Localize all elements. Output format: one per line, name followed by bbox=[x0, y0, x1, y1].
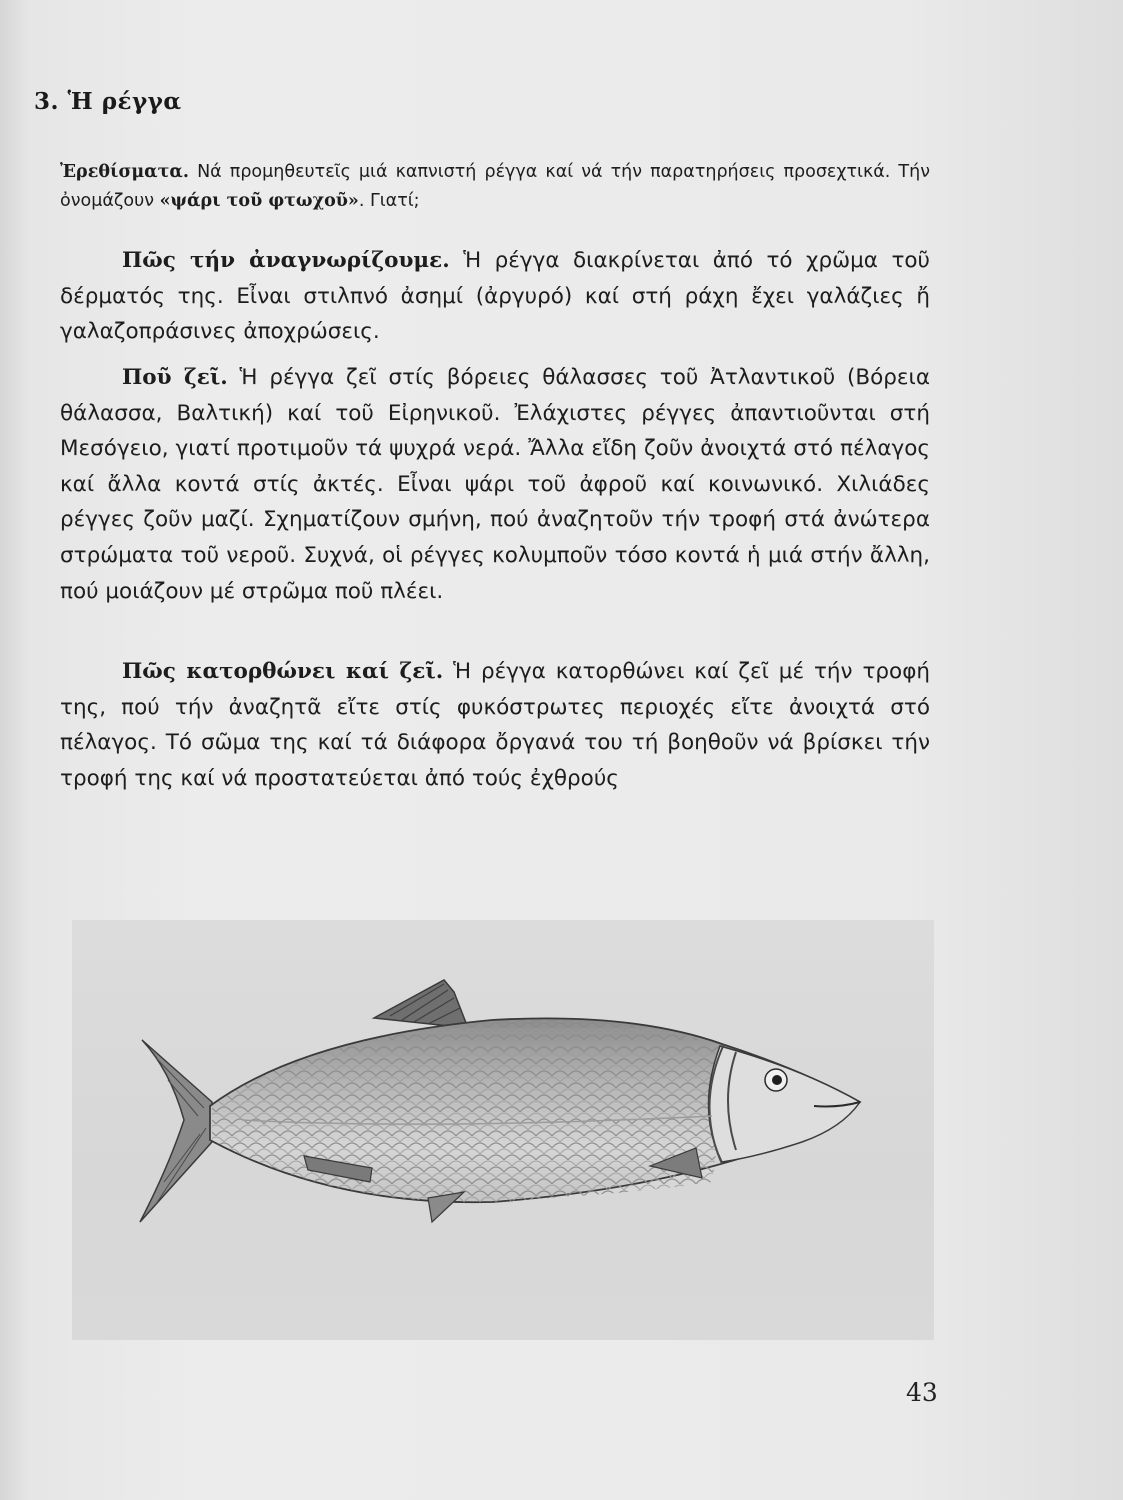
paragraph-text: Ἡ ρέγγα διακρίνεται ἀπό τό χρῶμα τοῦ δέρματός της. Εἶναι στιλπνό ἀσημί (ἀργυρό) καί στή ράχη ἔχει γαλάζιες ἤ γαλαζοπράσινες ἀποχρώσεις. bbox=[60, 248, 930, 345]
prompt-paragraph bbox=[60, 158, 930, 216]
prompt-lead: Ἐρεθίσματα. bbox=[60, 162, 189, 182]
paragraph-lead: Ποῦ ζεῖ. bbox=[122, 365, 228, 390]
prompt-quote: «ψάρι τοῦ φτωχοῦ» bbox=[159, 191, 359, 211]
pelvic-fin bbox=[428, 1192, 464, 1222]
paragraph-recognition bbox=[60, 243, 930, 350]
herring-illustration bbox=[72, 920, 934, 1340]
prompt-question: . Γιατί; bbox=[358, 191, 420, 211]
paragraph-text: Ἡ ρέγγα ζεῖ στίς βόρειες θάλασσες τοῦ Ἀτλαντικοῦ (Βόρεια θάλασσα, Βαλτική) καί τοῦ Εἰρηνικοῦ. Ἐλάχιστες ρέγγες ἀπαντιοῦνται στή Μεσόγειο, γιατί προτιμοῦν τά ψυχρά νερά. Ἄλλα εἴδη ζοῦν ἀνοιχτά στό πέλαγος καί ἄλλα κοντά στίς ἀκτές. Εἶναι ψάρι τοῦ ἀφροῦ καί κοινωνικό. Χιλιάδες ρέγγες ζοῦν μαζί. Σχηματίζουν σμήνη, πού ἀναζητοῦν τήν τροφή στά ἀνώτερα στρώματα τοῦ νεροῦ. Συχνά, οἱ ρέγγες κολυμποῦν τόσο κοντά ἡ μιά στήν ἄλλη, πού μοιάζουν μέ στρῶμα ποῦ πλέει. bbox=[60, 365, 930, 604]
paragraph-lead: Πῶς τήν ἀναγνωρίζουμε. bbox=[122, 248, 450, 273]
paragraph-text: Ἡ ρέγγα κατορθώνει καί ζεῖ μέ τήν τροφή της, πού τήν ἀναζητᾶ εἴτε στίς φυκόστρωτες περιοχές εἴτε ἀνοιχτά στό πέλαγος. Τό σῶμα της καί τά διάφορα ὄργανά του τή βοηθοῦν νά βρίσκει τήν τροφή της καί νά προστατεύεται ἀπό τούς ἐχθρούς bbox=[60, 659, 930, 791]
page-number: 43 bbox=[906, 1378, 938, 1407]
section-heading: 3. Ἡ ρέγγα bbox=[34, 88, 182, 115]
paragraph-survival bbox=[60, 654, 930, 796]
herring-drawing bbox=[72, 920, 934, 1340]
dorsal-fin bbox=[374, 980, 468, 1028]
paragraph-habitat bbox=[60, 360, 930, 609]
prompt-text: Νά προμηθευτεῖς μιά καπνιστή ρέγγα καί νά τήν παρατηρήσεις προσεχτικά. Τήν ὀνομάζουν bbox=[60, 162, 930, 211]
tail-fin bbox=[140, 1040, 212, 1222]
fish-head bbox=[708, 1046, 860, 1162]
paragraph-lead: Πῶς κατορθώνει καί ζεῖ. bbox=[122, 659, 444, 684]
